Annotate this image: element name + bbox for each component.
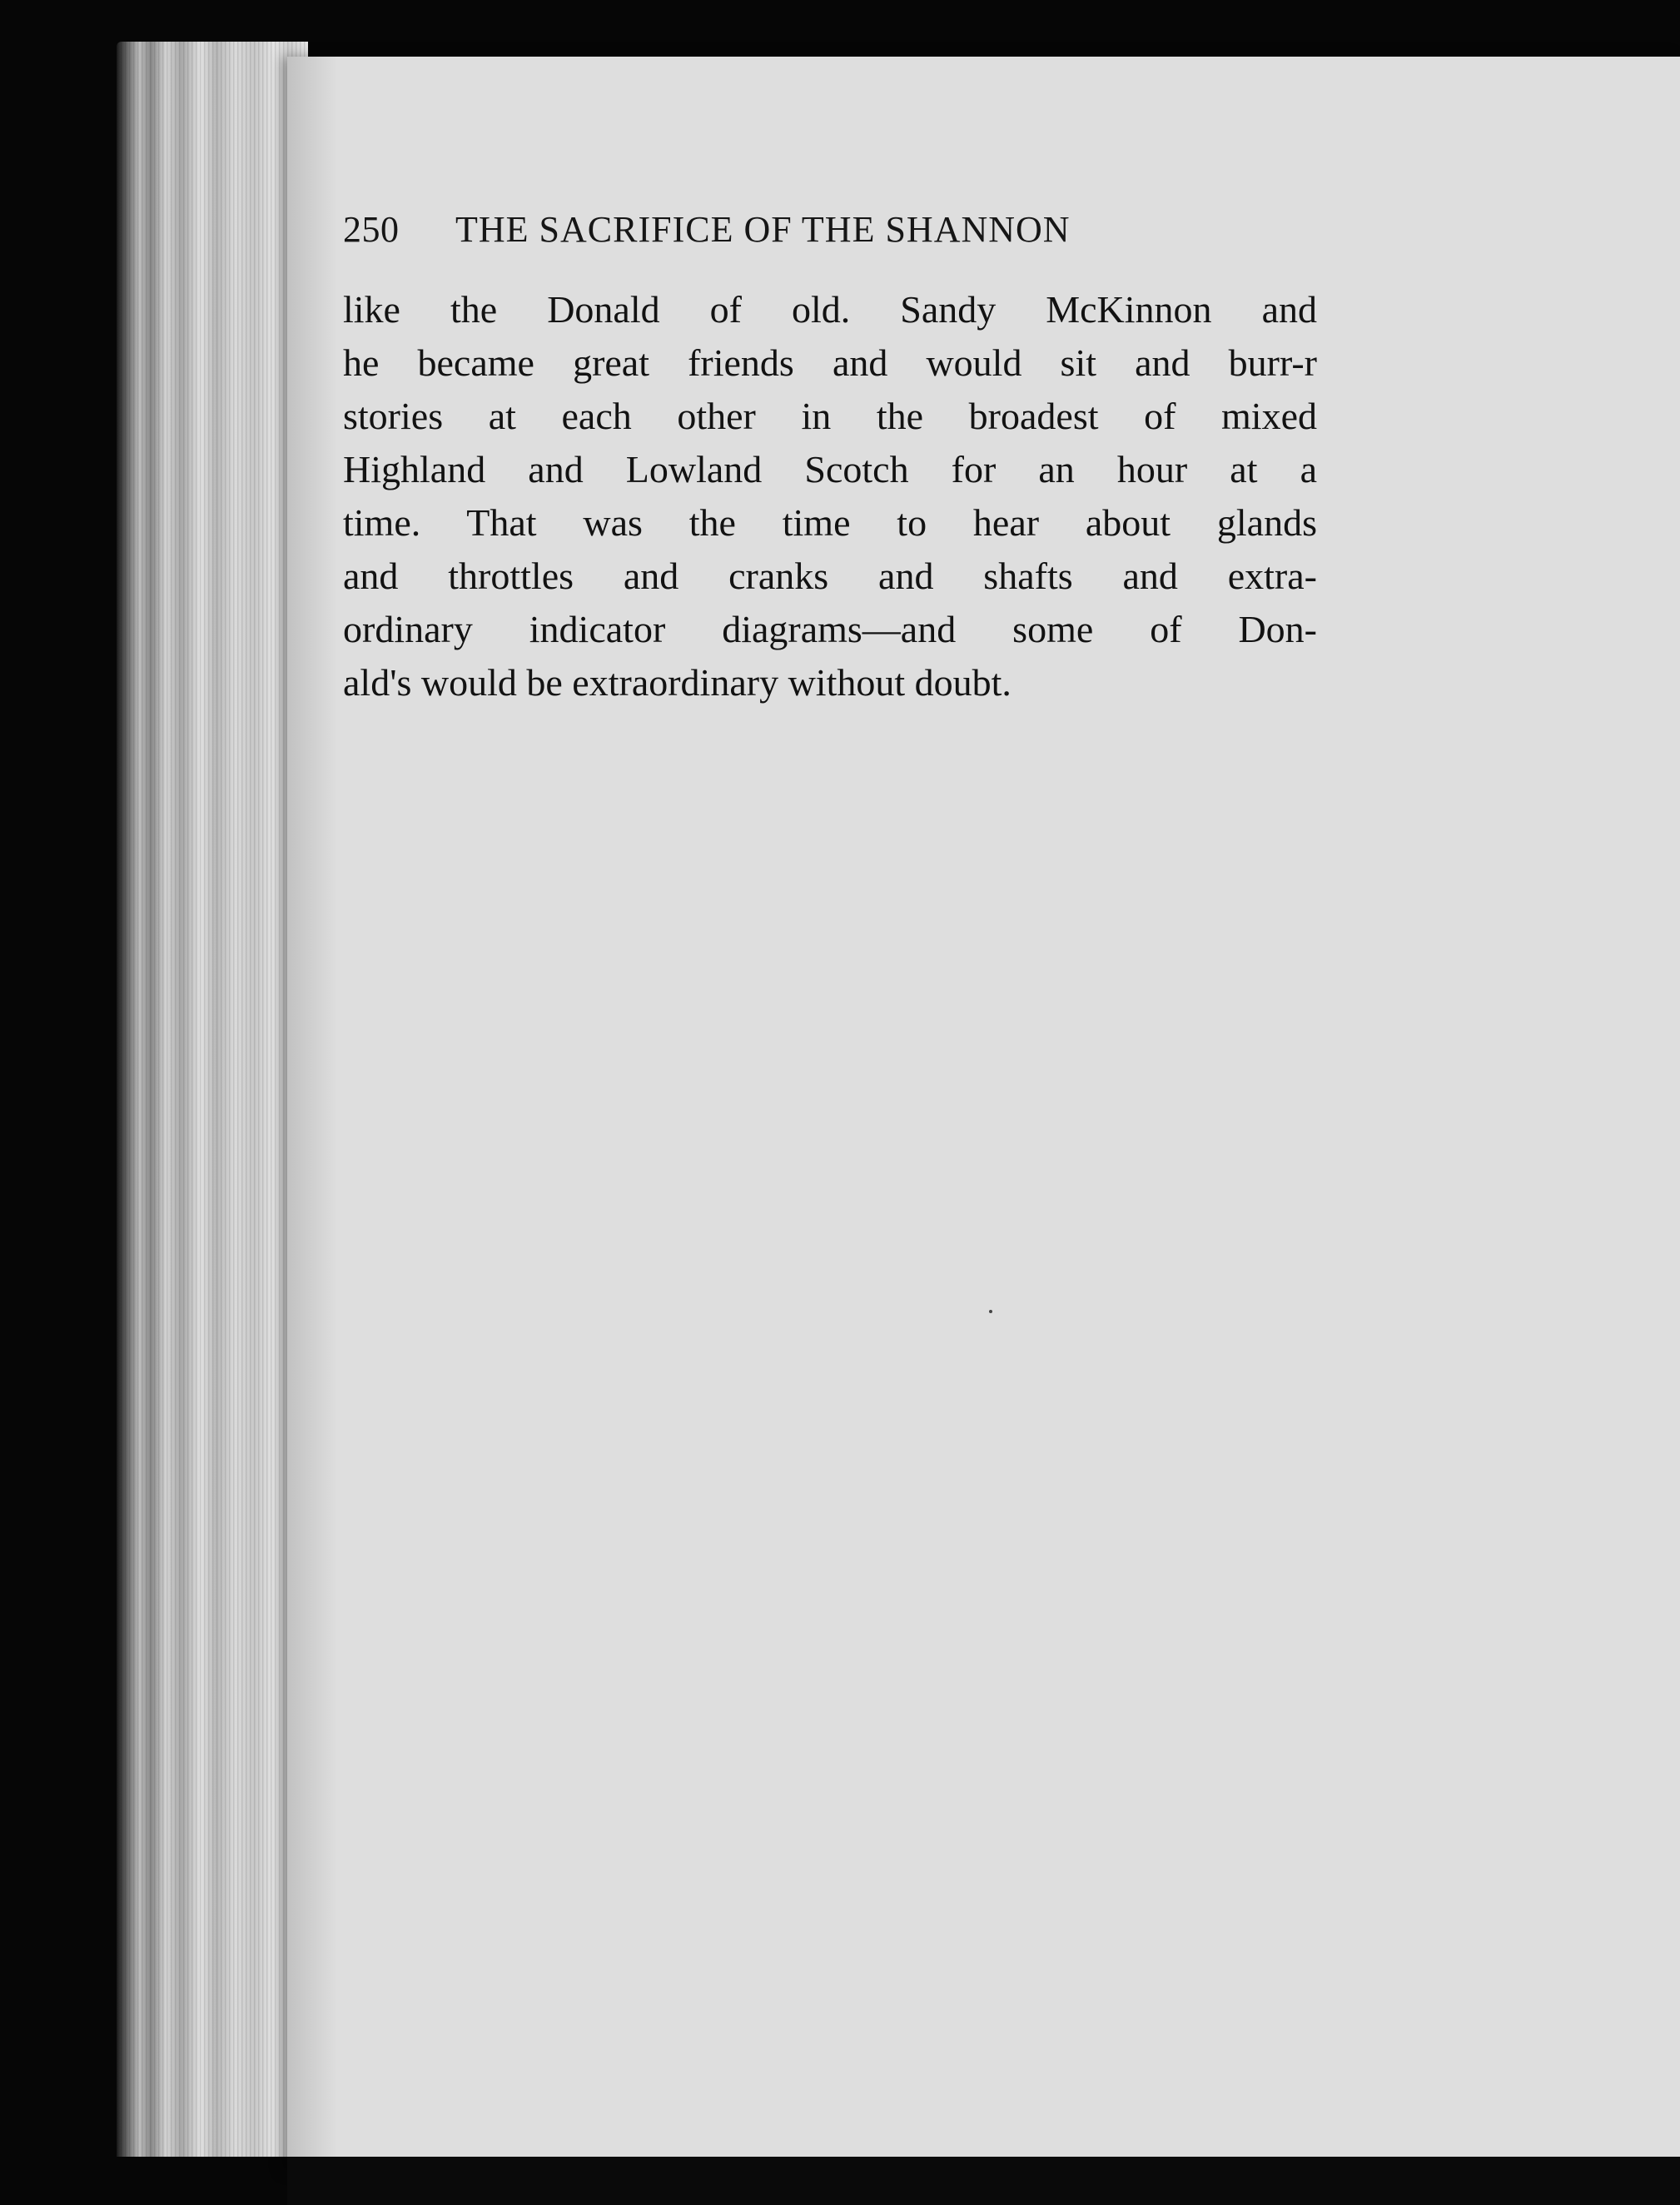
text-line: and throttles and cranks and shafts and extra- bbox=[343, 555, 1317, 597]
running-head-title: THE SACRIFICE OF THE SHANNON bbox=[455, 209, 1071, 250]
page-number: 250 bbox=[343, 209, 400, 250]
body-paragraph bbox=[343, 283, 1317, 709]
text-line: Highland and Lowland Scotch for an hour at a bbox=[343, 448, 1317, 490]
text-line: he became great friends and would sit and burr-r bbox=[343, 341, 1317, 384]
text-line: ordinary indicator diagrams—and some of Don- bbox=[343, 608, 1317, 650]
text-line: ald's would be extraordinary without doubt. bbox=[343, 661, 1011, 704]
paper-speck bbox=[989, 1310, 992, 1313]
text-line: stories at each other in the broadest of mixed bbox=[343, 395, 1317, 437]
running-head bbox=[343, 208, 1317, 251]
book-page-edges bbox=[117, 42, 308, 2157]
scan-bottom-border bbox=[287, 2157, 1680, 2205]
text-line: time. That was the time to hear about glands bbox=[343, 501, 1317, 544]
text-line: like the Donald of old. Sandy McKinnon and bbox=[343, 288, 1317, 331]
